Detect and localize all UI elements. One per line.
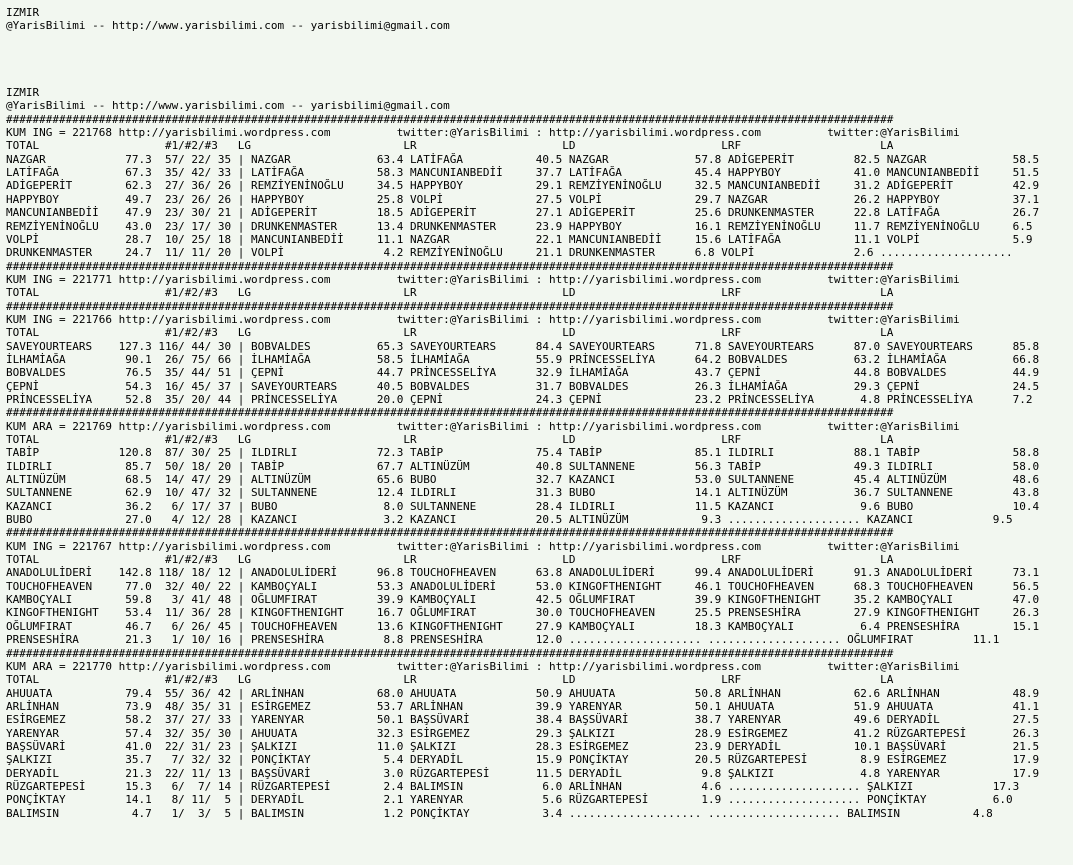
- table-row: YARENYAR 57.4 32/ 35/ 30 | AHUUATA 32.3 ESİRGEMEZ 29.3 ŞALKIZI 28.9 ESİRGEMEZ 41.2 RÜZGARTEPESİ 26.3: [6, 726, 1040, 740]
- table-row: ÇEPNİ 54.3 16/ 45/ 37 | SAVEYOURTEARS 40.5 BOBVALDES 31.7 BOBVALDES 26.3 İLHAMİAĞA 29.3 ÇEPNİ 24.5: [6, 379, 1040, 393]
- header-city-2: IZMIR: [6, 86, 40, 100]
- table-row: MANCUNIANBEDİİ 47.9 23/ 30/ 21 | ADİGEPERİT 18.5 ADİGEPERİT 27.1 ADİGEPERİT 25.6 DRUNKENMASTER 22.8 LATİFAĞA 26.7: [6, 206, 1040, 220]
- separator-1: ######################################################################################################################################: [6, 259, 894, 273]
- table-row: RÜZGARTEPESİ 15.3 6/ 7/ 14 | RÜZGARTEPESİ 2.4 BALIMSIN 6.0 ARLİNHAN 4.6 .................... ŞALKIZI 17.3: [6, 779, 1020, 793]
- table-row: VOLPİ 28.7 10/ 25/ 18 | MANCUNIANBEDİİ 11.1 NAZGAR 22.1 MANCUNIANBEDİİ 15.6 LATİFAĞA 11.1 VOLPİ 5.9: [6, 232, 1033, 246]
- table-row: NAZGAR 77.3 57/ 22/ 35 | NAZGAR 63.4 LATİFAĞA 40.5 NAZGAR 57.8 ADİGEPERİT 82.5 NAZGAR 58.5: [6, 152, 1040, 166]
- table-row: ARLİNHAN 73.9 48/ 35/ 31 | ESİRGEMEZ 53.7 ARLİNHAN 39.9 YARENYAR 50.1 AHUUATA 51.9 AHUUATA 41.1: [6, 699, 1040, 713]
- table-row: LATİFAĞA 67.3 35/ 42/ 33 | LATİFAĞA 58.3 MANCUNIANBEDİİ 37.7 LATİFAĞA 45.4 HAPPYBOY 41.0 MANCUNIANBEDİİ 51.5: [6, 166, 1040, 180]
- table-row: SULTANNENE 62.9 10/ 47/ 32 | SULTANNENE 12.4 ILDIRLI 31.3 BUBO 14.1 ALTINÜZÜM 36.7 SULTANNENE 43.8: [6, 486, 1040, 500]
- block-columns-0: TOTAL #1/#2/#3 LG LR LD LRF LA: [6, 139, 894, 153]
- table-row: ESİRGEMEZ 58.2 37/ 27/ 33 | YARENYAR 50.1 BAŞSÜVARİ 38.4 BAŞSÜVARİ 38.7 YARENYAR 49.6 DERYADİL 27.5: [6, 713, 1040, 727]
- separator-2: ######################################################################################################################################: [6, 299, 894, 313]
- table-row: İLHAMİAĞA 90.1 26/ 75/ 66 | İLHAMİAĞA 58.5 İLHAMİAĞA 55.9 PRİNCESSELİYA 64.2 BOBVALDES 63.2 İLHAMİAĞA 66.8: [6, 352, 1040, 366]
- table-row: DERYADİL 21.3 22/ 11/ 13 | BAŞSÜVARİ 3.0 RÜZGARTEPESİ 11.5 DERYADİL 9.8 ŞALKIZI 4.8 YARENYAR 17.9: [6, 766, 1040, 780]
- table-row: ŞALKIZI 35.7 7/ 32/ 32 | PONÇİKTAY 5.4 DERYADİL 15.9 PONÇİKTAY 20.5 RÜZGARTEPESİ 8.9 ESİRGEMEZ 17.9: [6, 753, 1040, 767]
- separator-3: ######################################################################################################################################: [6, 406, 894, 420]
- block-title-4: KUM ING = 221767 http://yarisbilimi.wordpress.com twitter:@YarisBilimi : http://yarisbilimi.wordpress.com twitter:@YarisBilimi: [6, 539, 960, 553]
- table-row: AHUUATA 79.4 55/ 36/ 42 | ARLİNHAN 68.0 AHUUATA 50.9 AHUUATA 50.8 ARLİNHAN 62.6 ARLİNHAN 48.9: [6, 686, 1040, 700]
- table-row: KAZANCI 36.2 6/ 17/ 37 | BUBO 8.0 SULTANNENE 28.4 ILDIRLI 11.5 KAZANCI 9.6 BUBO 10.4: [6, 499, 1040, 513]
- separator-0: ######################################################################################################################################: [6, 112, 894, 126]
- table-row: HAPPYBOY 49.7 23/ 26/ 26 | HAPPYBOY 25.8 VOLPİ 27.5 VOLPİ 29.7 NAZGAR 26.2 HAPPYBOY 37.1: [6, 192, 1040, 206]
- table-row: TABİP 120.8 87/ 30/ 25 | ILDIRLI 72.3 TABİP 75.4 TABİP 85.1 ILDIRLI 88.1 TABİP 58.8: [6, 446, 1040, 460]
- table-row: OĞLUMFIRAT 46.7 6/ 26/ 45 | TOUCHOFHEAVEN 13.6 KINGOFTHENIGHT 27.9 KAMBOÇYALI 18.3 KAMBOÇYALI 6.4 PRENSESHİRA 15.1: [6, 619, 1040, 633]
- separator-5: ######################################################################################################################################: [6, 646, 894, 660]
- table-row: TOUCHOFHEAVEN 77.0 32/ 40/ 22 | KAMBOÇYALI 53.3 ANADOLULİDERİ 53.0 KINGOFTHENIGHT 46.1 TOUCHOFHEAVEN 68.3 TOUCHOFHEAVEN 56.5: [6, 579, 1040, 593]
- table-row: BALIMSIN 4.7 1/ 3/ 5 | BALIMSIN 1.2 PONÇİKTAY 3.4 .................... .................... BALIMSIN 4.8: [6, 806, 993, 820]
- separator-4: ######################################################################################################################################: [6, 526, 894, 540]
- table-row: BUBO 27.0 4/ 12/ 28 | KAZANCI 3.2 KAZANCI 20.5 ALTINÜZÜM 9.3 .................... KAZANCI 9.5: [6, 513, 1013, 527]
- table-row: KAMBOÇYALI 59.8 3/ 41/ 48 | OĞLUMFIRAT 39.9 KAMBOÇYALI 42.5 OĞLUMFIRAT 39.9 KINGOFTHENIGHT 35.2 KAMBOÇYALI 47.0: [6, 593, 1040, 607]
- block-columns-5: TOTAL #1/#2/#3 LG LR LD LRF LA: [6, 673, 894, 687]
- block-title-3: KUM ARA = 221769 http://yarisbilimi.wordpress.com twitter:@YarisBilimi : http://yarisbilimi.wordpress.com twitter:@YarisBilimi: [6, 419, 960, 433]
- block-columns-3: TOTAL #1/#2/#3 LG LR LD LRF LA: [6, 433, 894, 446]
- header-contact: @YarisBilimi -- http://www.yarisbilimi.com -- yarisbilimi@gmail.com: [6, 19, 450, 33]
- table-row: ADİGEPERİT 62.3 27/ 36/ 26 | REMZİYENİNOĞLU 34.5 HAPPYBOY 29.1 REMZİYENİNOĞLU 32.5 MANCUNIANBEDİİ 31.2 ADİGEPERİT 42.9: [6, 179, 1040, 193]
- header-city: IZMIR: [6, 6, 40, 19]
- table-row: DRUNKENMASTER 24.7 11/ 11/ 20 | VOLPİ 4.2 REMZİYENİNOĞLU 21.1 DRUNKENMASTER 6.8 VOLPİ 2.6 ....................: [6, 246, 1013, 260]
- table-row: ALTINÜZÜM 68.5 14/ 47/ 29 | ALTINÜZÜM 65.6 BUBO 32.7 KAZANCI 53.0 SULTANNENE 45.4 ALTINÜZÜM 48.6: [6, 473, 1040, 487]
- spacer-line-1: [6, 33, 1073, 46]
- block-columns-1: TOTAL #1/#2/#3 LG LR LD LRF LA: [6, 286, 894, 300]
- table-row: REMZİYENİNOĞLU 43.0 23/ 17/ 30 | DRUNKENMASTER 13.4 DRUNKENMASTER 23.9 HAPPYBOY 16.1 REMZİYENİNOĞLU 11.7 REMZİYENİNOĞLU 6.5: [6, 219, 1033, 233]
- table-row: PONÇİKTAY 14.1 8/ 11/ 5 | DERYADİL 2.1 YARENYAR 5.6 RÜZGARTEPESİ 1.9 .................... PONÇİKTAY 6.0: [6, 793, 1013, 807]
- spacer-line-2: [6, 59, 1073, 72]
- table-row: ILDIRLI 85.7 50/ 18/ 20 | TABİP 67.7 ALTINÜZÜM 40.8 SULTANNENE 56.3 TABİP 49.3 ILDIRLI 58.0: [6, 459, 1040, 473]
- table-row: BOBVALDES 76.5 35/ 44/ 51 | ÇEPNİ 44.7 PRİNCESSELİYA 32.9 İLHAMİAĞA 43.7 ÇEPNİ 44.8 BOBVALDES 44.9: [6, 366, 1040, 380]
- table-row: SAVEYOURTEARS 127.3 116/ 44/ 30 | BOBVALDES 65.3 SAVEYOURTEARS 84.4 SAVEYOURTEARS 71.8 SAVEYOURTEARS 87.0 SAVEYOURTEARS 85.8: [6, 339, 1040, 353]
- header-contact-2: @YarisBilimi -- http://www.yarisbilimi.com -- yarisbilimi@gmail.com: [6, 99, 450, 113]
- block-columns-2: TOTAL #1/#2/#3 LG LR LD LRF LA: [6, 326, 894, 340]
- table-row: PRENSESHİRA 21.3 1/ 10/ 16 | PRENSESHİRA 8.8 PRENSESHİRA 12.0 .................... .................... OĞLUMFIRAT 11.1: [6, 633, 1000, 647]
- table-row: PRİNCESSELİYA 52.8 35/ 20/ 44 | PRİNCESSELİYA 20.0 ÇEPNİ 24.3 ÇEPNİ 23.2 PRİNCESSELİYA 4.8 PRİNCESSELİYA 7.2: [6, 392, 1033, 406]
- block-title-0: KUM ING = 221768 http://yarisbilimi.wordpress.com twitter:@YarisBilimi : http://yarisbilimi.wordpress.com twitter:@YarisBilimi: [6, 126, 960, 140]
- block-title-1: KUM ING = 221771 http://yarisbilimi.wordpress.com twitter:@YarisBilimi : http://yarisbilimi.wordpress.com twitter:@YarisBilimi: [6, 272, 960, 286]
- block-title-2: KUM ING = 221766 http://yarisbilimi.wordpress.com twitter:@YarisBilimi : http://yarisbilimi.wordpress.com twitter:@YarisBilimi: [6, 312, 960, 326]
- block-title-5: KUM ARA = 221770 http://yarisbilimi.wordpress.com twitter:@YarisBilimi : http://yarisbilimi.wordpress.com twitter:@YarisBilimi: [6, 659, 960, 673]
- table-row: ANADOLULİDERİ 142.8 118/ 18/ 12 | ANADOLULİDERİ 96.8 TOUCHOFHEAVEN 63.8 ANADOLULİDERİ 99.4 ANADOLULİDERİ 91.3 ANADOLULİDERİ 73.1: [6, 566, 1040, 580]
- table-row: BAŞSÜVARİ 41.0 22/ 31/ 23 | ŞALKIZI 11.0 ŞALKIZI 28.3 ESİRGEMEZ 23.9 DERYADİL 10.1 BAŞSÜVARİ 21.5: [6, 739, 1040, 753]
- table-row: KINGOFTHENIGHT 53.4 11/ 36/ 28 | KINGOFTHENIGHT 16.7 OĞLUMFIRAT 30.0 TOUCHOFHEAVEN 25.5 PRENSESHİRA 27.9 KINGOFTHENIGHT 26.3: [6, 606, 1040, 620]
- block-columns-4: TOTAL #1/#2/#3 LG LR LD LRF LA: [6, 553, 894, 567]
